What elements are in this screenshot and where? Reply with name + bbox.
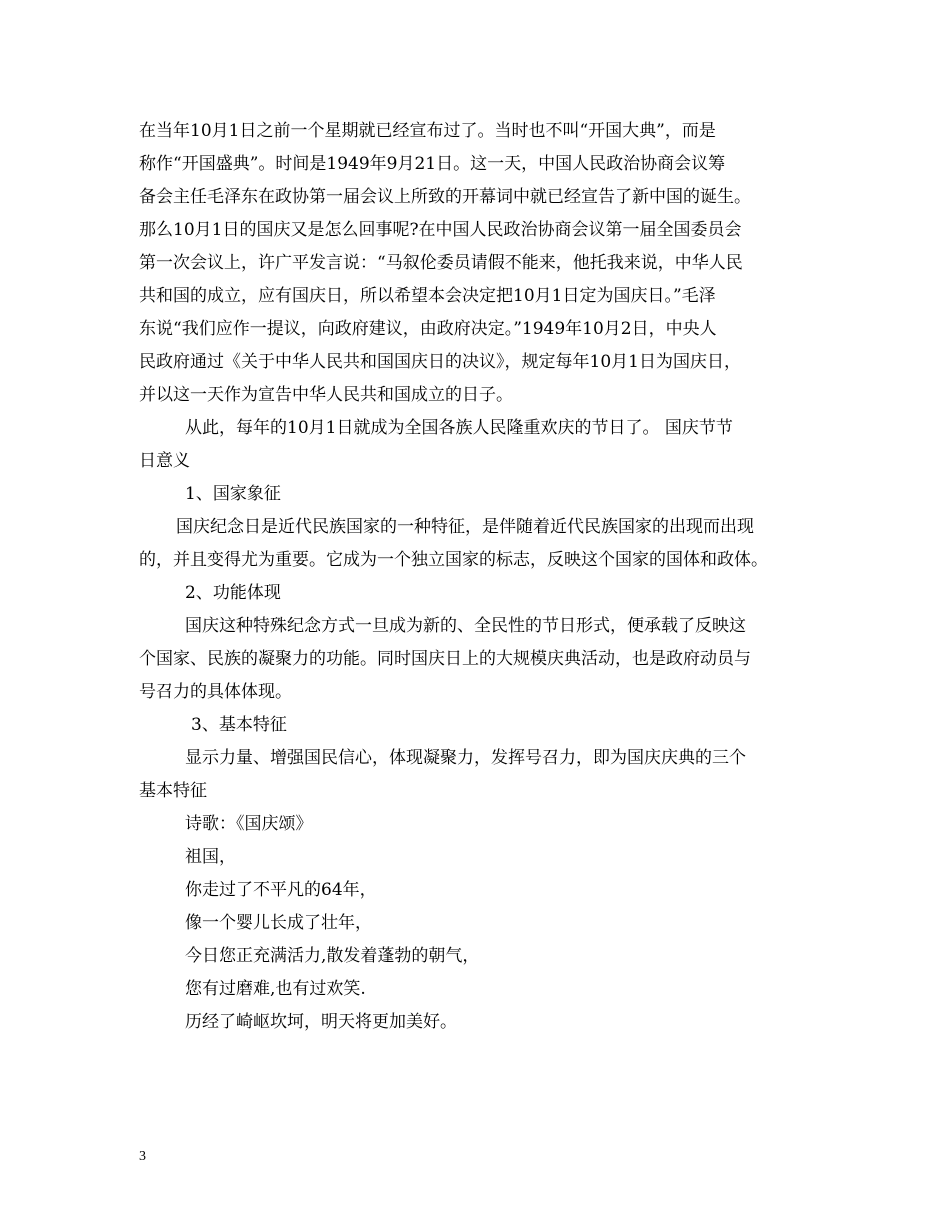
poem-line: 今日您正充满活力,散发着蓬勃的朝气， [185, 946, 480, 966]
text-line: 民政府通过《关于中华人民共和国国庆日的决议》，规定每年10月1日为国庆日， [139, 352, 741, 372]
page-number: 3 [139, 1149, 146, 1164]
text-line: 从此，每年的10月1日就成为全国各族人民隆重欢庆的节日了。 国庆节节 [185, 418, 733, 438]
text-line: 个国家、民族的凝聚力的功能。同时国庆日上的大规模庆典活动，也是政府动员与 [139, 649, 751, 669]
text-line: 国庆这种特殊纪念方式一旦成为新的、全民性的节日形式，便承载了反映这 [185, 616, 746, 636]
text-line: 国庆纪念日是近代民族国家的一种特征，是伴随着近代民族国家的出现而出现 [176, 517, 754, 537]
section-heading: 3、基本特征 [191, 715, 287, 735]
text-line: 的，并且变得尤为重要。它成为一个独立国家的标志，反映这个国家的国体和政体。 [139, 550, 768, 570]
text-line: 备会主任毛泽东在政协第一届会议上所致的开幕词中就已经宣告了新中国的诞生。 [139, 187, 751, 207]
text-line: 那么10月1日的国庆又是怎么回事呢?在中国人民政治协商会议第一届全国委员会 [139, 220, 742, 240]
poem-line: 历经了崎岖坎坷，明天将更加美好。 [185, 1012, 457, 1032]
text-line: 共和国的成立，应有国庆日，所以希望本会决定把10月1日定为国庆日。”毛泽 [139, 286, 716, 306]
section-heading: 1、国家象征 [185, 484, 281, 504]
poem-line: 你走过了不平凡的64年， [185, 880, 377, 900]
poem-title: 诗歌：《国庆颂》 [185, 814, 313, 834]
text-line: 在当年10月1日之前一个星期就已经宣布过了。当时也不叫“开国大典”，而是 [139, 121, 716, 141]
text-line: 并以这一天作为宣告中华人民共和国成立的日子。 [139, 385, 513, 405]
text-line: 第一次会议上，许广平发言说：“马叙伦委员请假不能来，他托我来说，中华人民 [139, 253, 743, 273]
text-line: 基本特征 [139, 781, 207, 801]
poem-line: 祖国， [185, 847, 236, 867]
poem-line: 您有过磨难,也有过欢笑. [185, 979, 366, 999]
poem-line: 像一个婴儿长成了壮年， [185, 913, 372, 933]
section-heading: 2、功能体现 [185, 583, 281, 603]
text-line: 日意义 [139, 451, 190, 471]
text-line: 称作“开国盛典”。时间是1949年9月21日。这一天，中国人民政治协商会议筹 [139, 154, 726, 174]
text-line: 东说“我们应作一提议，向政府建议，由政府决定。”1949年10月2日，中央人 [139, 319, 717, 339]
text-line: 显示力量、增强国民信心，体现凝聚力，发挥号召力，即为国庆庆典的三个 [185, 748, 746, 768]
text-line: 号召力的具体体现。 [139, 682, 292, 702]
